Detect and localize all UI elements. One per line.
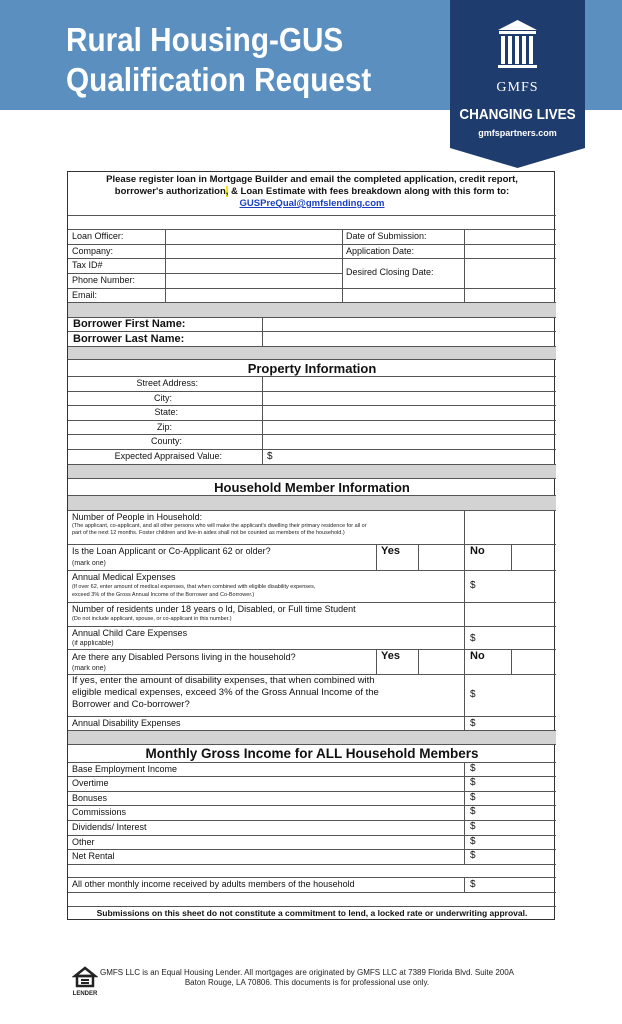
desired-closing-label: Desired Closing Date: [346, 267, 434, 277]
residents-under-18-label: Number of residents under 18 years o ld, Disabled, or Full time Student [72, 604, 356, 614]
disability-expenses-question: If yes, enter the amount of disability expenses, that when combined with eligible medical expenses, exceed 3% of the Gross Annual Income of the Borrower and Co-borrower? [72, 675, 379, 710]
income-commissions: Commissions [72, 807, 127, 817]
disability-dollar: $ [470, 718, 476, 729]
appraised-value-label: Expected Appraised Value: [114, 451, 222, 461]
ifyes-dollar: $ [470, 689, 476, 700]
street-address-label: Street Address: [136, 378, 198, 388]
city-label: City: [154, 393, 172, 403]
borrower-last-name-label: Borrower Last Name: [73, 333, 185, 345]
medical-expenses-label: Annual Medical Expenses [72, 572, 176, 582]
income-dollar: $ [470, 836, 476, 847]
disabled-no-option[interactable]: No [470, 650, 485, 662]
tax-id-label: Tax ID# [72, 260, 103, 270]
phone-label: Phone Number: [72, 275, 136, 285]
svg-text:LENDER: LENDER [72, 991, 98, 996]
age-yes-option[interactable]: Yes [381, 545, 400, 557]
income-overtime: Overtime [72, 778, 109, 788]
disability-expenses-label: Annual Disability Expenses [72, 718, 181, 728]
income-dollar: $ [470, 806, 476, 817]
qualification-form: Please register loan in Mortgage Builder and email the completed application, credit report, borrower's authorization, & Loan Estimate with fees breakdown along with this form to: GUSPreQual@gmfslending.com Loan Officer: Company: Tax ID# Phone Number: Email: Date of Submission: Application Date: Desired Closing Date: Borrower First Name: Borrower Last Name: Property Information Street Address: City: State: Zip: County: Expected Appraised Value: $ Household Member Information Number of People in Household: (The applicant, co-applicant, and all other persons who will make the applicant's dwelling their primary residence for all or part of the next 12 months. Foster children and live-in aides shall not be counted as members of the household.) Is the Loan Applicant or Co-Applicant 62 or older? (mark one) Yes No Annual Medical Expenses (If over 62, enter amount of medical expenses, that when combined with eligible disability expenses, exceed 3% of the Gross Annual Income of the Borrower and Co-Borrower.) $ Number of residents under 18 years o ld, Disabled, or Full time Student (Do not include applicant, spouse, or co-applicant in this number.) Annual Child Care Expenses (if applicable) $ Are there any Disabled Persons living in the household? (mark one) Yes No If yes, enter the amount of disability expenses, that when combined with eligible medical expenses, exceed 3% of the Gross Annual Income of the Borrower and Co-borrower? $ Annual Disability Expenses $ Monthly Gross Income for ALL Household Members Base Employment Income Overtime Bonuses Commissions Dividends/ Interest Other Net Rental $ $ $ $ $ $ $ All other monthly income received by adults members of the household $ Submissions on this sheet do not constitute a commitment to lend, a locked rate or underwriting approval. [67, 171, 555, 920]
company-label: Company: [72, 246, 114, 256]
date-submission-label: Date of Submission: [346, 231, 427, 241]
income-other: Other [72, 837, 95, 847]
income-dollar: $ [470, 763, 476, 774]
disabled-yes-option[interactable]: Yes [381, 650, 400, 662]
loan-officer-label: Loan Officer: [72, 231, 124, 241]
income-section-title: Monthly Gross Income for ALL Household Members [145, 746, 479, 761]
child-care-dollar: $ [470, 633, 476, 644]
instructions: Please register loan in Mortgage Builder and email the completed application, credit report, borrower's authorization, & Loan Estimate with fees breakdown along with this form to: GUSPreQual@gmfslending.com [106, 174, 518, 209]
income-bonuses: Bonuses [72, 793, 108, 803]
household-section-title: Household Member Information [214, 480, 410, 495]
email-label: Email: [72, 290, 98, 300]
logo-url: gmfspartners.com [478, 128, 557, 138]
income-dollar: $ [470, 777, 476, 788]
age-62-question: Is the Loan Applicant or Co-Applicant 62 or older? [72, 546, 271, 556]
borrower-first-name-label: Borrower First Name: [73, 318, 186, 330]
submission-email-link[interactable]: GUSPreQual@gmfslending.com [239, 198, 385, 209]
logo-brand: GMFS [496, 80, 539, 95]
disabled-persons-question: Are there any Disabled Persons living in the household? [72, 652, 296, 662]
appraised-dollar: $ [267, 451, 273, 462]
zip-label: Zip: [156, 422, 172, 432]
county-label: County: [150, 436, 182, 446]
page-title: Rural Housing-GUS Qualification Request [66, 21, 372, 98]
application-date-label: Application Date: [346, 246, 415, 256]
age-no-option[interactable]: No [470, 545, 485, 557]
income-dollar: $ [470, 821, 476, 832]
income-net-rental: Net Rental [72, 851, 115, 861]
people-in-household-label: Number of People in Household: [72, 512, 203, 522]
other-adults-dollar: $ [470, 879, 476, 890]
income-base-employment: Base Employment Income [72, 764, 178, 774]
state-label: State: [154, 407, 178, 417]
disclaimer: Submissions on this sheet do not constitute a commitment to lend, a locked rate or underwriting approval. [96, 908, 528, 918]
income-dollar: $ [470, 850, 476, 861]
footer-text: GMFS LLC is an Equal Housing Lender. All mortgages are originated by GMFS LLC at 7389 Florida Blvd. Suite 200A Baton Rouge, LA 70806. This documents is for professional use only. [100, 968, 514, 987]
property-section-title: Property Information [247, 361, 377, 376]
income-dollar: $ [470, 792, 476, 803]
logo-tagline: CHANGING LIVES [459, 106, 576, 123]
income-dividends-interest: Dividends/ Interest [72, 822, 147, 832]
bank-building-icon [498, 20, 537, 68]
child-care-label: Annual Child Care Expenses [72, 628, 188, 638]
medical-dollar: $ [470, 580, 476, 591]
other-adults-income-label: All other monthly income received by adults members of the household [72, 879, 355, 889]
